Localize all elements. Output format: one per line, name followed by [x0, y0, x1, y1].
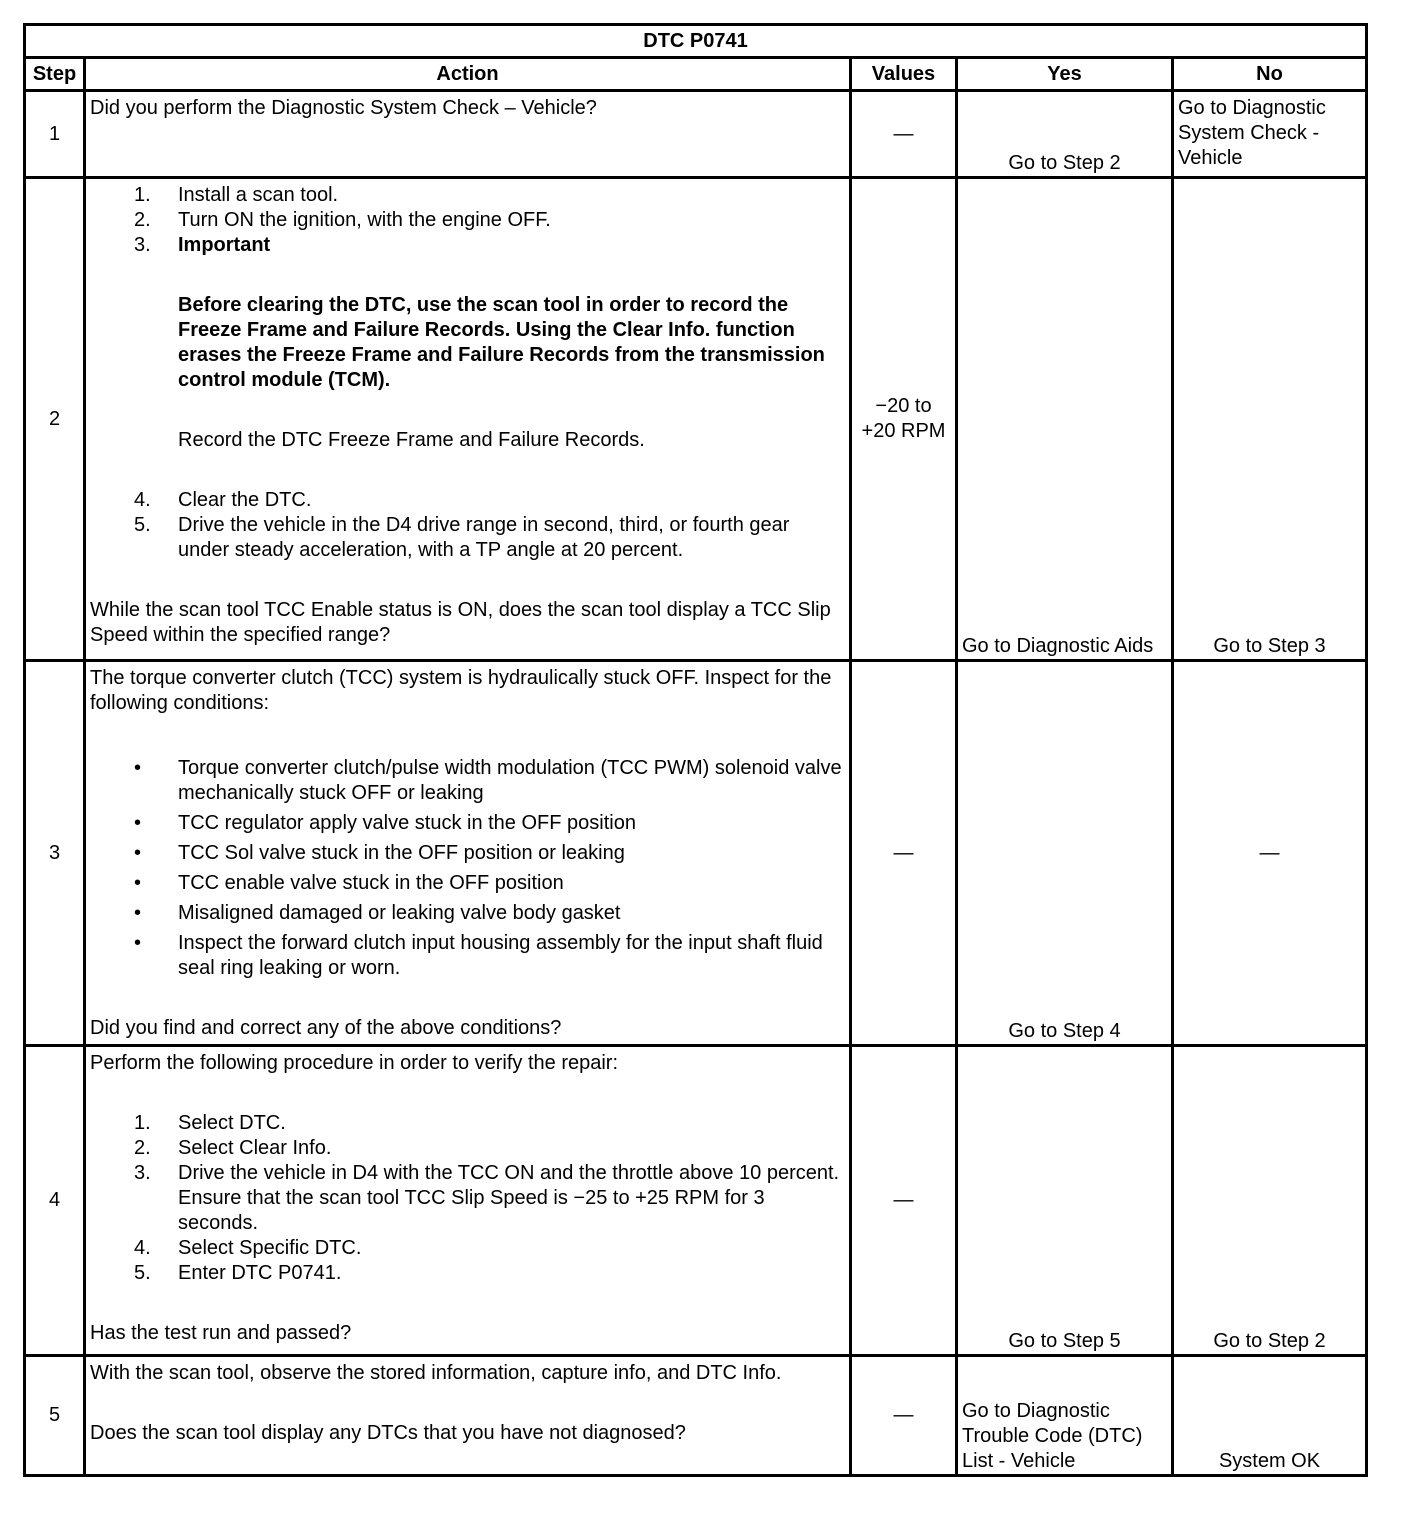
list-item: • Misaligned damaged or leaking valve body gasket	[178, 901, 845, 926]
step-intro: The torque converter clutch (TCC) system is hydraulically stuck OFF. Inspect for the following conditions:	[90, 667, 832, 714]
table-row-step-2	[25, 178, 1367, 661]
list-item: • Torque converter clutch/pulse width modulation (TCC PWM) solenoid valve mechanically stuck OFF or leaking	[178, 756, 845, 806]
yes-link[interactable]: Go to Step 2	[957, 91, 1173, 178]
step-intro: With the scan tool, observe the stored information, capture info, and DTC Info.	[90, 1362, 782, 1384]
step-question: Does the scan tool display any DTCs that you have not diagnosed?	[90, 1422, 686, 1444]
yes-link[interactable]: Go to Step 5	[957, 1046, 1173, 1356]
yes-link[interactable]: Go to Diagnostic Trouble Code (DTC) List - Vehicle	[957, 1356, 1173, 1476]
table-row-step-1	[25, 91, 1367, 178]
list-item-number: 2.	[134, 1137, 151, 1159]
list-item-number: 3.	[134, 234, 151, 256]
list-item	[134, 208, 845, 233]
list-item-number: 2.	[134, 209, 151, 231]
list-item-text: Select Clear Info.	[178, 1137, 332, 1159]
list-item-number: 5.	[134, 1262, 151, 1284]
table-row-step-3	[25, 661, 1367, 1046]
list-item: • TCC regulator apply valve stuck in the OFF position	[178, 811, 845, 836]
list-item-text: Turn ON the ignition, with the engine OFF.	[178, 209, 551, 231]
header-yes: Yes	[957, 58, 1173, 91]
step-question: While the scan tool TCC Enable status is ON, does the scan tool display a TCC Slip Speed within the specified range?	[90, 599, 831, 646]
procedure-list	[90, 1111, 845, 1286]
list-item-text: Clear the DTC.	[178, 489, 312, 511]
no-value: —	[1173, 661, 1367, 1046]
list-item-text: Select DTC.	[178, 1112, 286, 1134]
step-question: Did you find and correct any of the above conditions?	[90, 1017, 562, 1039]
step-value: —	[851, 91, 957, 178]
no-link[interactable]: Go to Step 2	[1173, 1046, 1367, 1356]
no-value: System OK	[1173, 1356, 1367, 1476]
step-intro: Perform the following procedure in order to verify the repair:	[90, 1052, 619, 1074]
important-label: Important	[178, 234, 271, 256]
list-item	[134, 488, 845, 513]
step-question: Did you perform the Diagnostic System Check – Vehicle?	[90, 97, 597, 119]
list-item-text: Enter DTC P0741.	[178, 1262, 342, 1284]
step-action	[85, 661, 851, 1046]
table-row-step-5	[25, 1356, 1367, 1476]
step-action	[85, 91, 851, 178]
yes-link[interactable]: Go to Step 4	[957, 661, 1173, 1046]
list-item-number: 5.	[134, 514, 151, 536]
list-item	[134, 1111, 845, 1136]
list-item-number: 4.	[134, 489, 151, 511]
step-action	[85, 1356, 851, 1476]
no-link[interactable]: Go to Step 3	[1173, 178, 1367, 661]
list-item-text: Select Specific DTC.	[178, 1237, 362, 1259]
list-item: • Inspect the forward clutch input housing assembly for the input shaft fluid seal ring leaking or worn.	[178, 931, 845, 981]
record-note: Record the DTC Freeze Frame and Failure Records.	[178, 429, 645, 451]
list-item-text: Drive the vehicle in D4 with the TCC ON and the throttle above 10 percent. Ensure that the scan tool TCC Slip Speed is −25 to +25 RPM for 3 seconds.	[178, 1162, 840, 1234]
step-value: —	[851, 1046, 957, 1356]
important-note: Before clearing the DTC, use the scan tool in order to record the Freeze Frame and Failure Records. Using the Clear Info. function erases the Freeze Frame and Failure Records from the transmission control module (TCM).	[178, 294, 825, 391]
list-item-number: 3.	[134, 1162, 151, 1184]
table-row-step-4	[25, 1046, 1367, 1356]
header-row	[25, 58, 1367, 91]
list-item-number: 1.	[134, 184, 151, 206]
list-item	[134, 1236, 845, 1261]
step-action	[85, 178, 851, 661]
header-step: Step	[25, 58, 85, 91]
step-number: 3	[25, 661, 85, 1046]
list-item	[134, 513, 845, 563]
list-item	[134, 233, 845, 488]
header-values: Values	[851, 58, 957, 91]
list-item: • TCC enable valve stuck in the OFF position	[178, 871, 845, 896]
step-number: 4	[25, 1046, 85, 1356]
no-link[interactable]: Go to Diagnostic System Check - Vehicle	[1173, 91, 1367, 178]
list-item-text: Drive the vehicle in the D4 drive range in second, third, or fourth gear under steady acceleration, with a TP angle at 20 percent.	[178, 514, 790, 561]
step-number: 5	[25, 1356, 85, 1476]
list-item: • TCC Sol valve stuck in the OFF position or leaking	[178, 841, 845, 866]
condition-list	[90, 756, 845, 981]
list-item	[134, 1261, 845, 1286]
list-item-number: 1.	[134, 1112, 151, 1134]
list-item	[134, 1161, 845, 1236]
step-action	[85, 1046, 851, 1356]
list-item-text: Install a scan tool.	[178, 184, 339, 206]
list-item	[134, 1136, 845, 1161]
list-item-number: 4.	[134, 1237, 151, 1259]
header-action: Action	[85, 58, 851, 91]
header-no: No	[1173, 58, 1367, 91]
table-title: DTC P0741	[25, 25, 1367, 58]
step-number: 2	[25, 178, 85, 661]
yes-link[interactable]: Go to Diagnostic Aids	[957, 178, 1173, 661]
step-value: —	[851, 661, 957, 1046]
list-item	[134, 183, 845, 208]
step-value: −20 to +20 RPM	[851, 178, 957, 661]
procedure-list	[90, 183, 845, 563]
step-value: —	[851, 1356, 957, 1476]
step-question: Has the test run and passed?	[90, 1322, 352, 1344]
dtc-diagnostic-table	[23, 23, 1368, 1477]
step-number: 1	[25, 91, 85, 178]
